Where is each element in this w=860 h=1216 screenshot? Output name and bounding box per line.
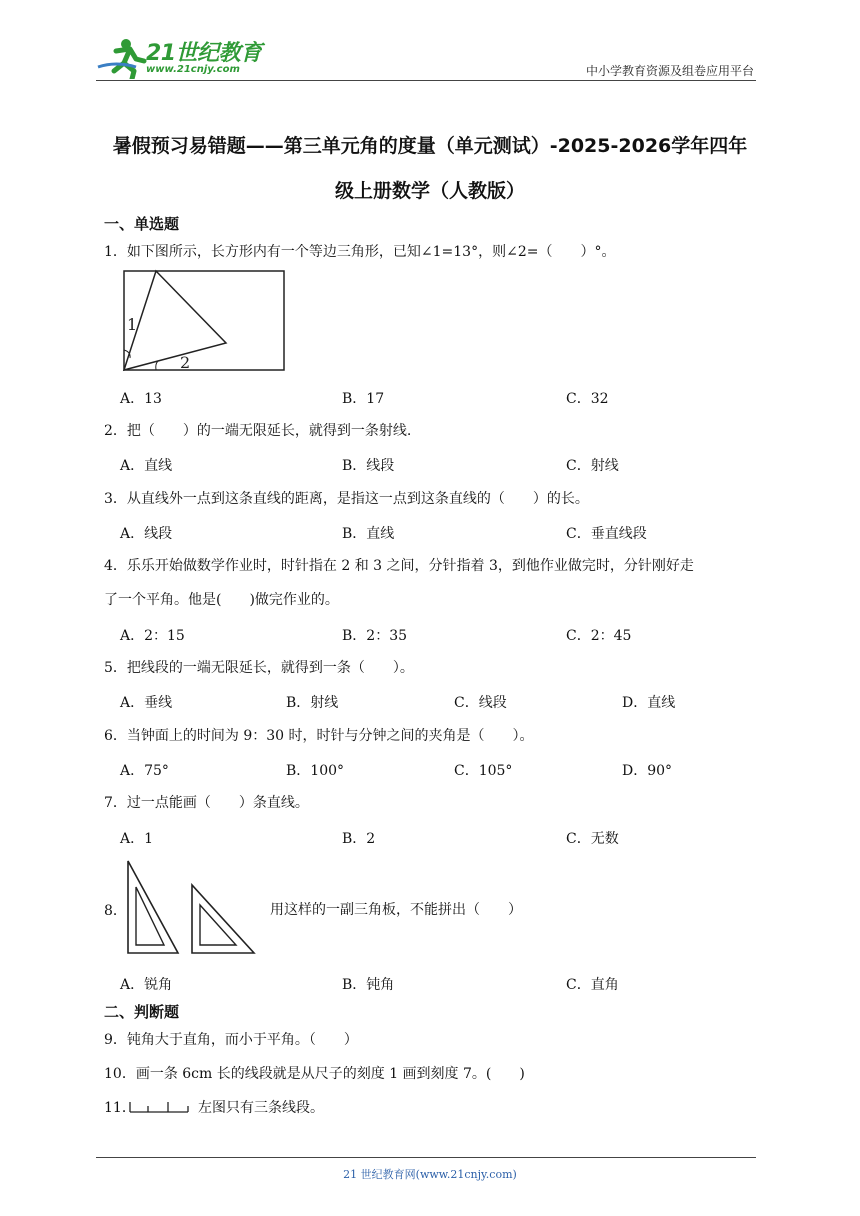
q5-option-c[interactable]: C．线段 xyxy=(454,695,507,711)
page-title-line2: 级上册数学（人教版） xyxy=(334,180,525,202)
q3-option-c[interactable]: C．垂直线段 xyxy=(566,526,647,542)
question-7: 7．过一点能画（ ）条直线。 xyxy=(104,795,309,811)
q1-option-c[interactable]: C．32 xyxy=(566,391,609,407)
logo-url: www.21cnjy.com xyxy=(146,64,240,75)
q2-option-b[interactable]: B．线段 xyxy=(342,458,395,474)
question-8: 用这样的一副三角板，不能拼出（ ） xyxy=(270,902,522,918)
q5-option-d[interactable]: D．直线 xyxy=(622,695,676,711)
q5-option-b[interactable]: B．射线 xyxy=(286,695,339,711)
q8-option-a[interactable]: A．锐角 xyxy=(120,977,173,993)
footer-divider xyxy=(96,1157,756,1158)
question-4-line1: 4．乐乐开始做数学作业时，时针指在 2 和 3 之间，分针指着 3，到他作业做完时，分针刚好走 xyxy=(104,558,694,574)
question-3: 3．从直线外一点到这条直线的距离，是指这一点到这条直线的（ ）的长。 xyxy=(104,491,589,507)
question-11: 左图只有三条线段。 xyxy=(198,1100,324,1116)
q7-option-a[interactable]: A．1 xyxy=(120,831,154,847)
triangle-rulers-figure xyxy=(120,857,260,957)
q6-option-c[interactable]: C．105° xyxy=(454,763,513,779)
section-judgement: 二、判断题 xyxy=(104,1003,180,1021)
q4-option-a[interactable]: A．2：15 xyxy=(120,628,185,644)
angle-1-label: 1 xyxy=(127,315,138,334)
question-2: 2．把（ ）的一端无限延长，就得到一条射线. xyxy=(104,423,412,439)
q2-option-a[interactable]: A．直线 xyxy=(120,458,173,474)
q4-option-c[interactable]: C．2：45 xyxy=(566,628,632,644)
q6-option-b[interactable]: B．100° xyxy=(286,763,345,779)
q5-option-a[interactable]: A．垂线 xyxy=(120,695,173,711)
question-10: 10．画一条 6cm 长的线段就是从尺子的刻度 1 画到刻度 7。( ) xyxy=(104,1066,525,1082)
angle-2-label: 2 xyxy=(180,353,191,372)
segments-figure xyxy=(128,1100,192,1114)
q7-option-c[interactable]: C．无数 xyxy=(566,831,619,847)
question-4-line2: 了一个平角。他是( )做完作业的。 xyxy=(104,592,339,608)
question-9: 9．钝角大于直角，而小于平角。（ ） xyxy=(104,1032,358,1048)
page-title-line1: 暑假预习易错题——第三单元角的度量（单元测试）-2025-2026学年四年 xyxy=(112,135,748,157)
question-11-number: 11． xyxy=(104,1100,136,1116)
q7-option-b[interactable]: B．2 xyxy=(342,831,376,847)
question-6: 6．当钟面上的时间为 9：30 时，时针与分钟之间的夹角是（ ）。 xyxy=(104,728,534,744)
q2-option-c[interactable]: C．射线 xyxy=(566,458,619,474)
q1-option-a[interactable]: A．13 xyxy=(120,391,162,407)
question-1: 1．如下图所示，长方形内有一个等边三角形，已知∠1=13°，则∠2=（ ）°。 xyxy=(104,244,616,260)
footer-text[interactable]: 21 世纪教育网(www.21cnjy.com) xyxy=(343,1168,517,1181)
question-5: 5．把线段的一端无限延长，就得到一条（ ）。 xyxy=(104,660,414,676)
q8-option-c[interactable]: C．直角 xyxy=(566,977,619,993)
q8-option-b[interactable]: B．钝角 xyxy=(342,977,395,993)
q4-option-b[interactable]: B．2：35 xyxy=(342,628,408,644)
header-divider xyxy=(96,80,756,81)
rectangle-triangle-figure xyxy=(122,268,288,374)
platform-name: 中小学教育资源及组卷应用平台 xyxy=(585,64,754,78)
section-single-choice: 一、单选题 xyxy=(104,215,180,233)
q3-option-b[interactable]: B．直线 xyxy=(342,526,395,542)
q6-option-a[interactable]: A．75° xyxy=(120,763,169,779)
q6-option-d[interactable]: D．90° xyxy=(622,763,673,779)
q3-option-a[interactable]: A．线段 xyxy=(120,526,173,542)
logo-text: 21世纪教育 xyxy=(146,41,262,66)
question-8-number: 8． xyxy=(104,903,127,919)
q1-option-b[interactable]: B．17 xyxy=(342,391,385,407)
